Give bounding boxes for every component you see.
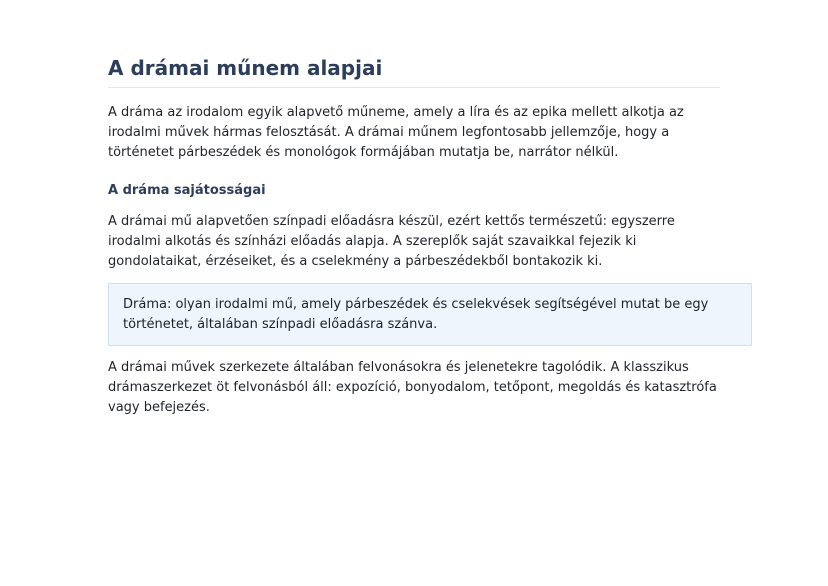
definition-box: Dráma: olyan irodalmi mű, amely párbeszédek és cselekvések segítségével mutat be egy történetet, általában színpadi előadásra szánva.	[108, 283, 752, 346]
section-heading: A dráma sajátosságai	[108, 183, 266, 198]
structure-paragraph: A drámai művek szerkezete általában felvonásokra és jelenetekre tagolódik. A klasszikus drámaszerkezet öt felvonásból áll: expozíció, bonyodalom, tetőpont, megoldás és katasztrófa vagy befejezés.	[108, 360, 717, 415]
page-title: A drámai műnem alapjai	[108, 56, 383, 80]
intro-paragraph: A dráma az irodalom egyik alapvető műneme, amely a líra és az epika mellett alkotja az irodalmi művek hármas felosztását. A drámai műnem legfontosabb jellemzője, hogy a történetet párbeszédek és monológok formájában mutatja be, narrátor nélkül.	[108, 105, 684, 160]
title-divider	[108, 87, 720, 88]
section-paragraph: A drámai mű alapvetően színpadi előadásra készül, ezért kettős természetű: egyszerre irodalmi alkotás és színházi előadás alapja. A szereplők saját szavaikkal fejezik ki gondolataikat, érzéseiket, és a cselekmény a párbeszédekből bontakozik ki.	[108, 214, 675, 269]
